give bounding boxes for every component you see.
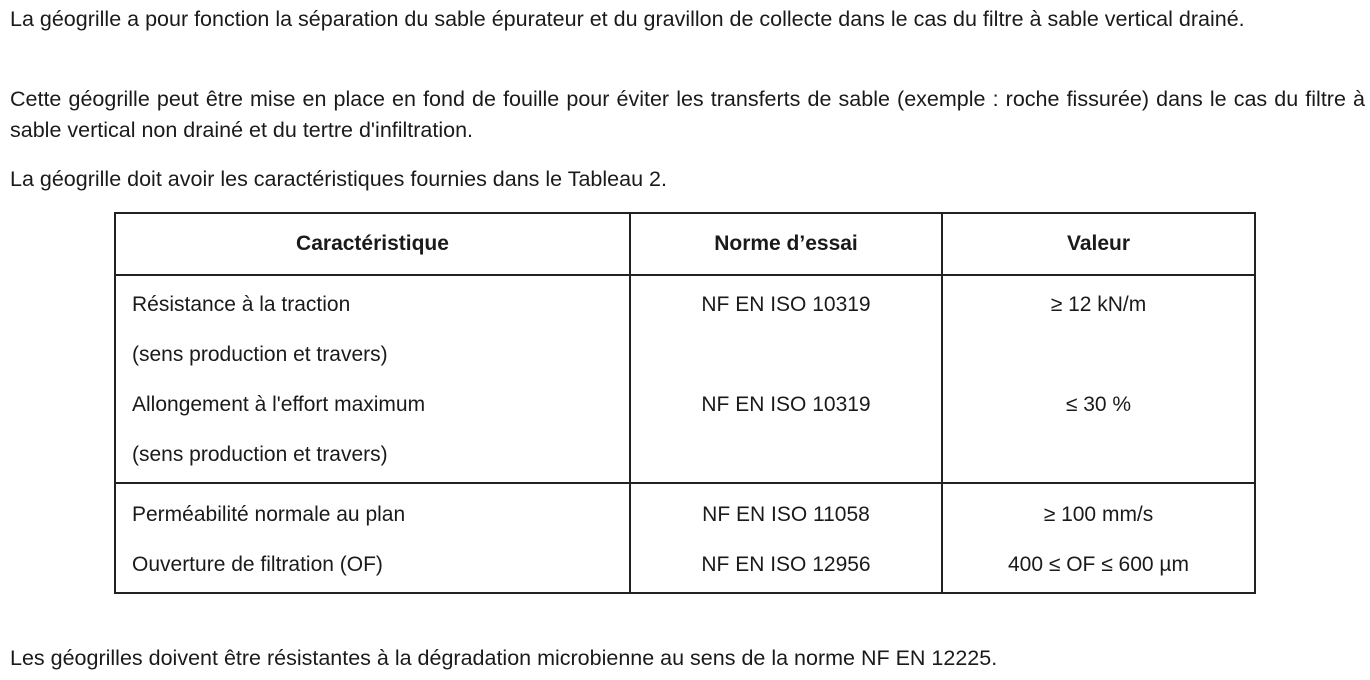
- cell-norme: [630, 483, 942, 593]
- table-row-group-mechanical: [115, 275, 1255, 483]
- header-caracteristique: Caractéristique: [115, 213, 630, 275]
- characteristics-table: [114, 212, 1256, 594]
- norme-value: NF EN ISO 10319: [701, 293, 871, 316]
- characteristic-label: Perméabilité normale au plan: [132, 503, 406, 526]
- characteristic-label: Allongement à l'effort maximum: [132, 393, 426, 416]
- valeur-value: ≥ 12 kN/m: [1050, 293, 1147, 316]
- cell-valeur: [942, 483, 1255, 593]
- intro-paragraph: La géogrille a pour fonction la séparation du sable épurateur et du gravillon de collecte dans le cas du filtre à sable vertical drainé.: [10, 7, 1245, 31]
- cell-norme: [630, 275, 942, 483]
- installation-paragraph: Cette géogrille peut être mise en place en fond de fouille pour éviter les transferts de sable (exemple : roche fissurée) dans le cas du filtre à sable vertical non drainé et du tertre d'infiltration.: [10, 87, 1365, 142]
- header-norme: Norme d’essai: [630, 213, 942, 275]
- norme-value: NF EN ISO 10319: [701, 393, 871, 416]
- characteristic-label: Ouverture de filtration (OF): [132, 553, 383, 576]
- characteristic-sublabel: (sens production et travers): [132, 443, 388, 466]
- valeur-value: ≤ 30 %: [1065, 393, 1132, 416]
- table-row-group-hydraulic: [115, 483, 1255, 593]
- cell-characteristic: [115, 483, 630, 593]
- valeur-value: ≥ 100 mm/s: [1043, 503, 1154, 526]
- header-valeur: Valeur: [942, 213, 1255, 275]
- table-reference-paragraph: La géogrille doit avoir les caractéristiques fournies dans le Tableau 2.: [10, 167, 667, 191]
- cell-valeur: [942, 275, 1255, 483]
- characteristic-sublabel: (sens production et travers): [132, 343, 388, 366]
- cell-characteristic: [115, 275, 630, 483]
- norme-value: NF EN ISO 11058: [702, 503, 870, 526]
- table-header-row: [115, 213, 1255, 275]
- characteristic-label: Résistance à la traction: [132, 293, 351, 316]
- valeur-value: 400 ≤ OF ≤ 600 µm: [1007, 553, 1190, 576]
- norme-value: NF EN ISO 12956: [701, 553, 871, 576]
- microbial-resistance-paragraph: Les géogrilles doivent être résistantes à la dégradation microbienne au sens de la norme NF EN 12225.: [10, 646, 998, 670]
